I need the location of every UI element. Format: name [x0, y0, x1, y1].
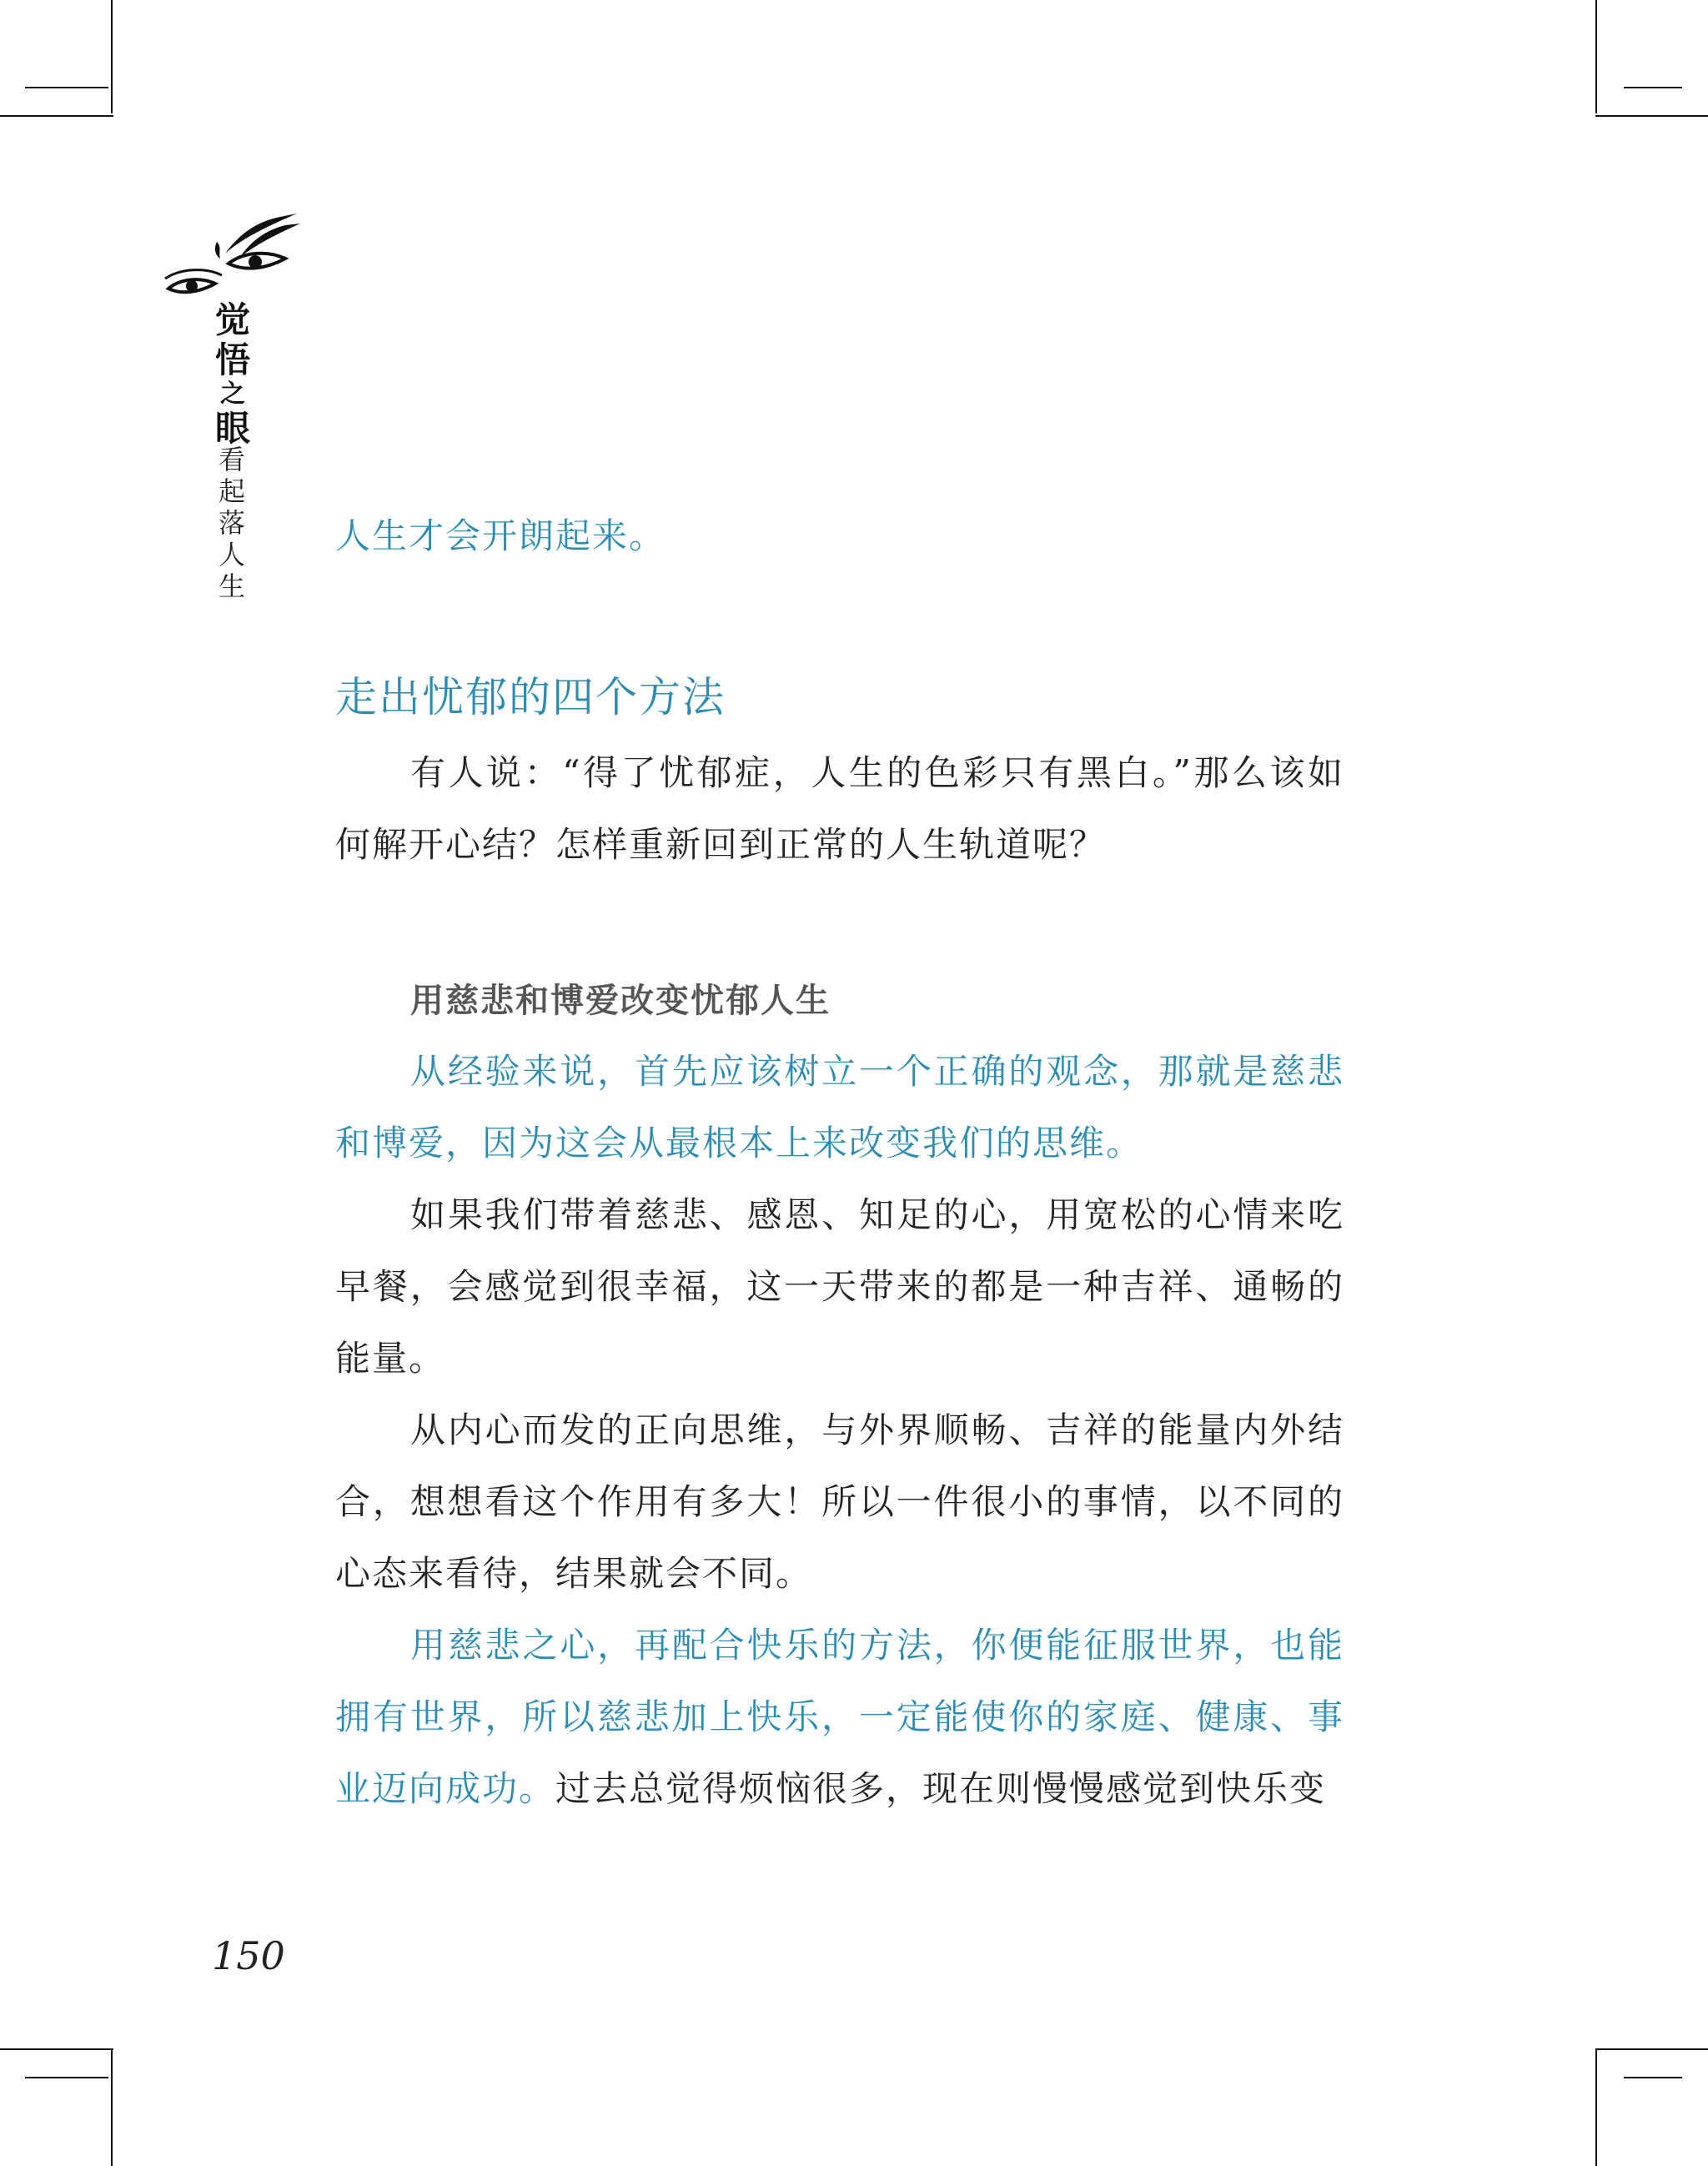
book-title-small-char: 之 — [220, 379, 245, 409]
subheading: 用慈悲和博爱改变忧郁人生 — [410, 982, 831, 1020]
page-number: 150 — [212, 1933, 285, 1978]
lead-line: 人生才会开朗起来。 — [335, 515, 666, 556]
crop-mark-top-left-h2 — [0, 115, 113, 117]
crop-mark-bottom-right-v — [1595, 2048, 1597, 2166]
paragraph-4-highlight: 用慈悲之心，再配合快乐的方法，你便能征服世界，也能拥有世界，所以慈悲加上快乐，一定能使你的家庭、健康、事业迈向成功。 — [335, 1625, 1344, 1809]
book-title-part2: 眼 — [214, 408, 250, 449]
crop-mark-bottom-right-h — [1595, 2048, 1708, 2050]
paragraph-3: 从内心而发的正向思维，与外界顺畅、吉祥的能量内外结合，想想看这个作用有多大！所以一件很小的事情，以不同的心态来看待，结果就会不同。 — [335, 1410, 1344, 1594]
crop-mark-bottom-left-v — [111, 2048, 113, 2166]
crop-mark-bottom-left-h — [0, 2048, 113, 2050]
crop-mark-bottom-right-h2 — [1624, 2077, 1682, 2078]
crop-mark-top-left-h — [25, 87, 108, 88]
eyes-of-awakening-icon — [163, 210, 305, 302]
paragraph-2: 如果我们带着慈悲、感恩、知足的心，用宽松的心情来吃早餐，会感觉到很幸福，这一天带来的都是一种吉祥、通畅的能量。 — [335, 1194, 1344, 1379]
crop-mark-top-left-v — [111, 0, 113, 113]
paragraph-4 — [335, 1610, 1344, 1825]
book-title-part1: 觉悟 — [214, 299, 250, 380]
paragraph-4-rest: 过去总觉得烦恼很多，现在则慢慢感觉到快乐变 — [555, 1768, 1327, 1809]
book-title-vertical — [214, 300, 252, 449]
book-subtitle-vertical: 看起落人生 — [218, 444, 245, 602]
crop-mark-top-right-h — [1595, 115, 1708, 117]
paragraph-1: 从经验来说，首先应该树立一个正确的观念，那就是慈悲和博爱，因为这会从最根本上来改变我们的思维。 — [335, 1051, 1344, 1163]
crop-mark-top-right-v — [1595, 0, 1597, 113]
page-body — [335, 500, 1344, 1825]
section-heading: 走出忧郁的四个方法 — [335, 673, 726, 721]
crop-mark-top-right-h2 — [1624, 87, 1682, 88]
intro-paragraph: 有人说：“得了忧郁症，人生的色彩只有黑白。”那么该如何解开心结？怎样重新回到正常的人生轨道呢？ — [335, 752, 1344, 865]
crop-mark-bottom-left-h2 — [25, 2077, 108, 2078]
